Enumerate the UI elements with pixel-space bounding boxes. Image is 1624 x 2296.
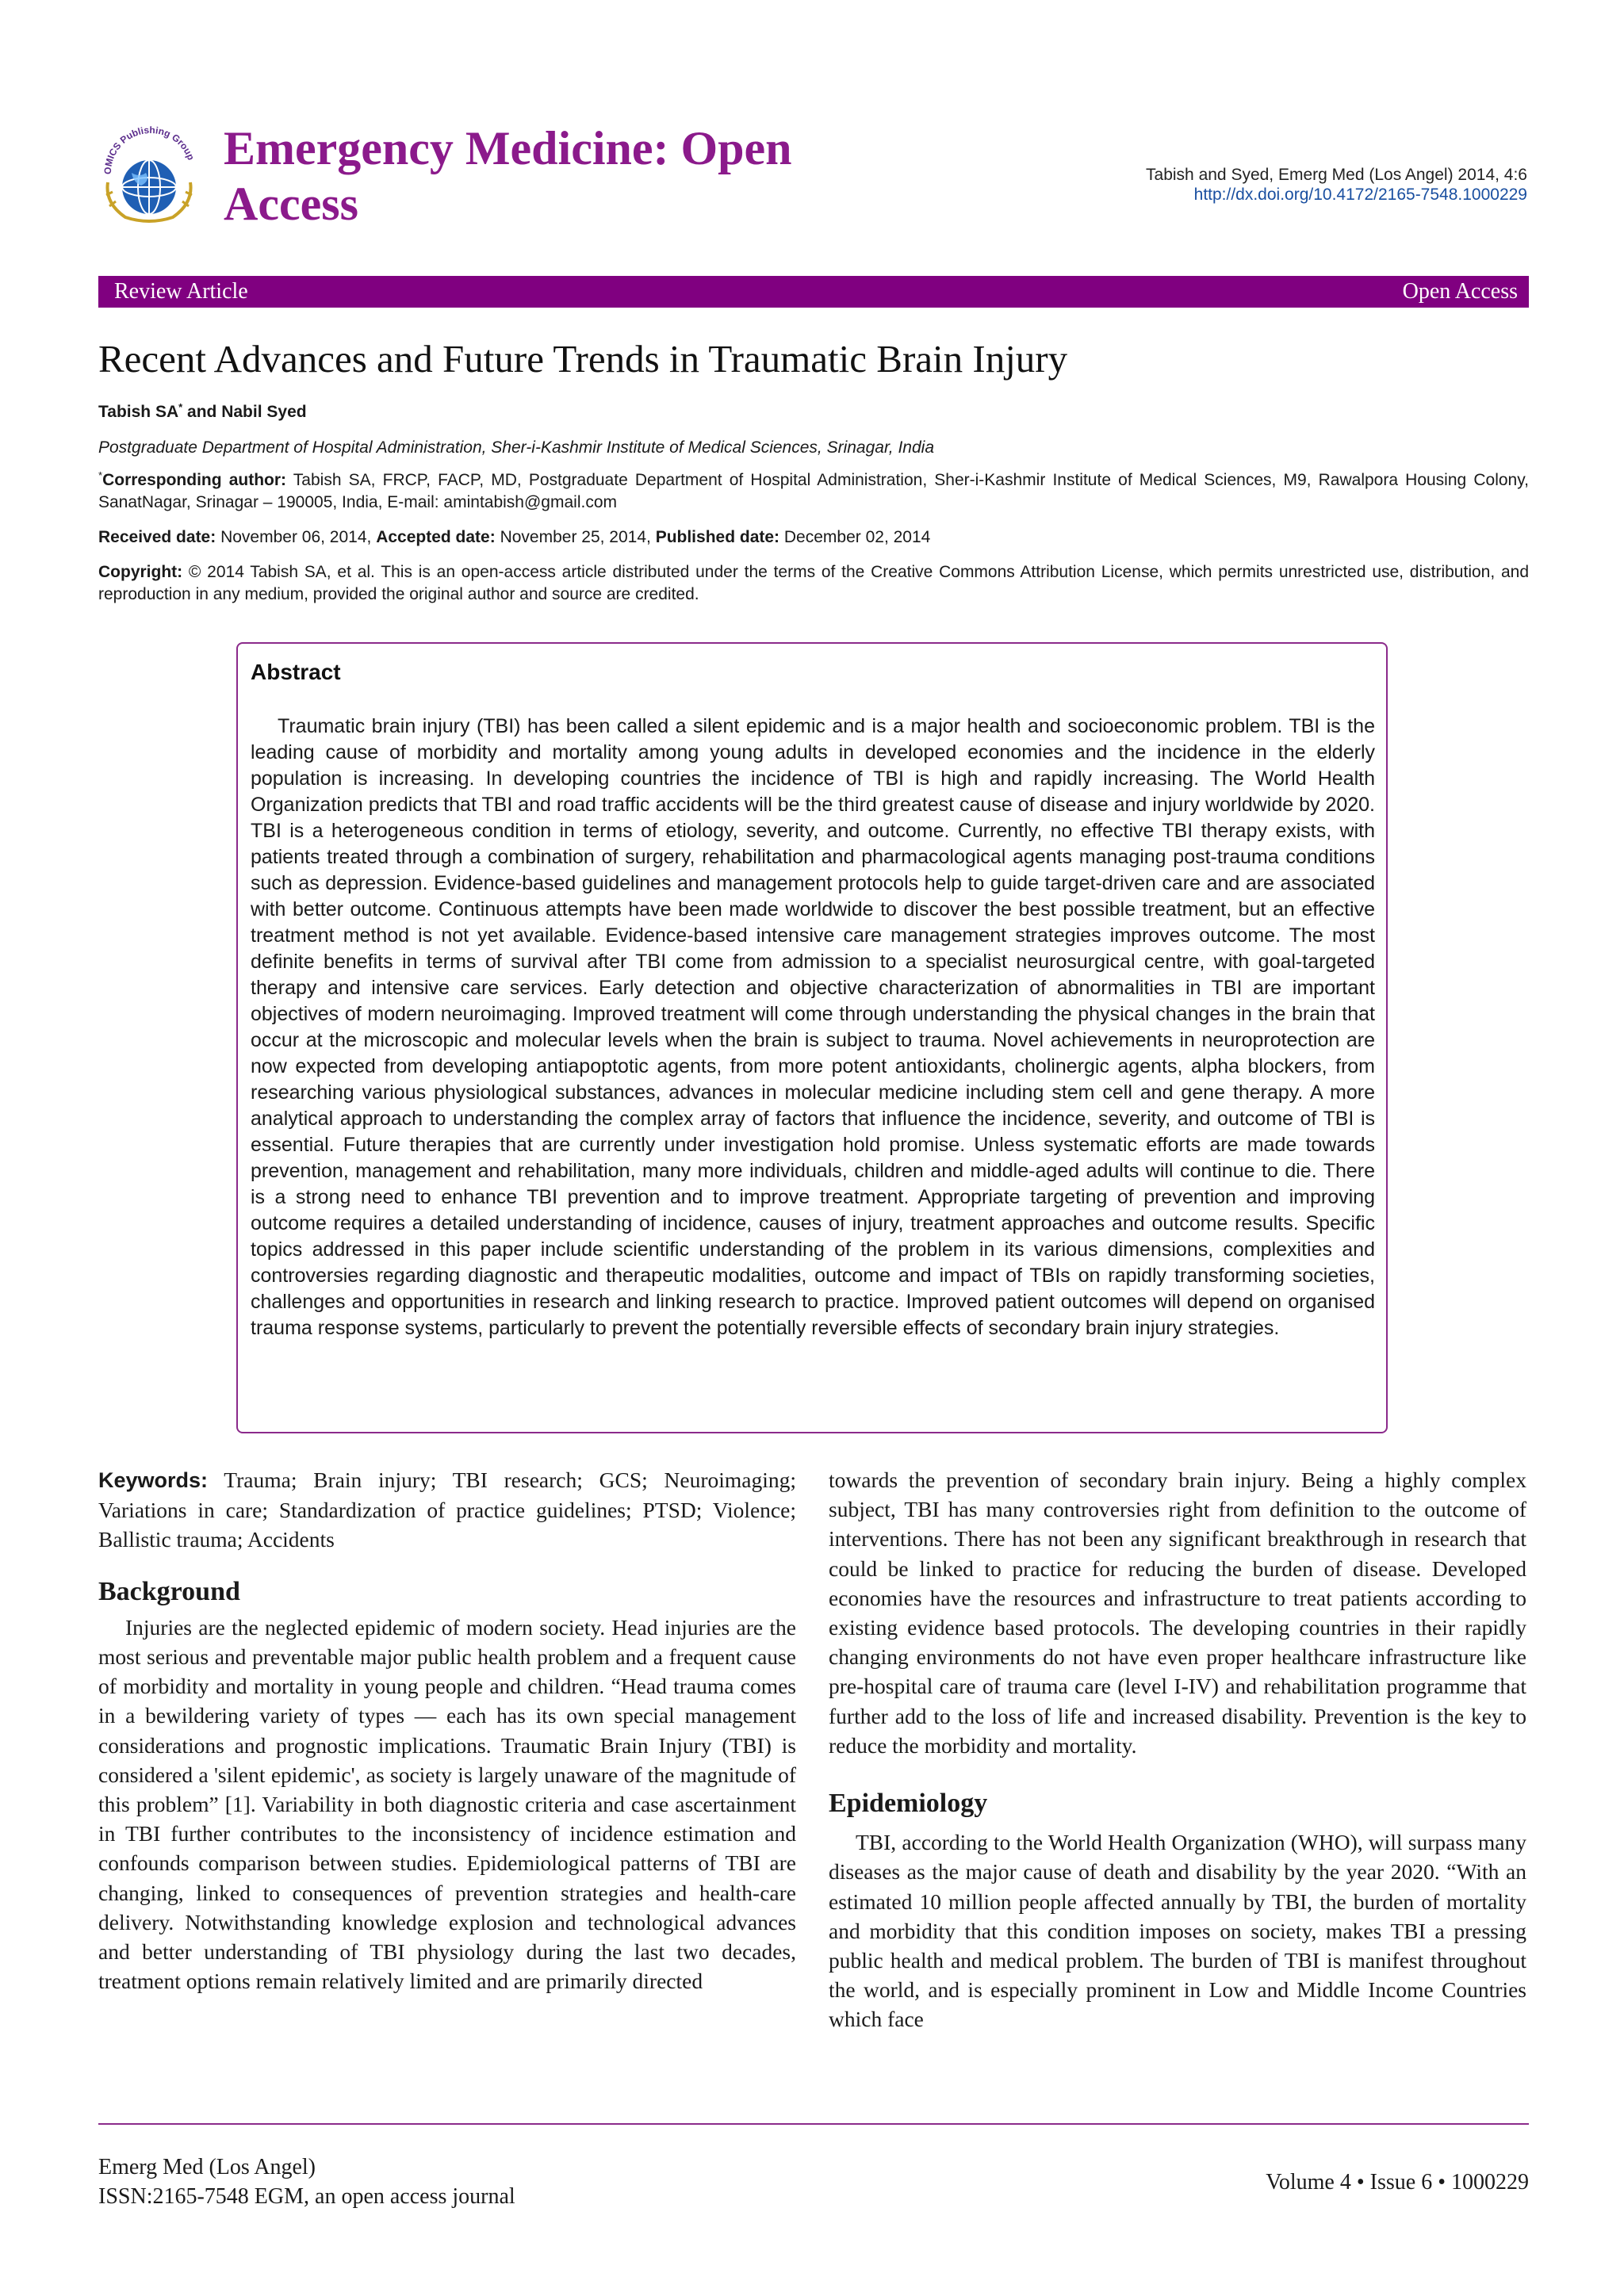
abstract-box xyxy=(236,642,1388,1433)
copyright-notice: Copyright: © 2014 Tabish SA, et al. This is an open-access article distributed under the terms of the Creative Commons Attribution License, which permits unrestricted use, distribution, and reproduction in any medium, provided the original author and source are credited. xyxy=(98,563,1529,603)
footer-divider xyxy=(98,2123,1529,2125)
abstract-text: Traumatic brain injury (TBI) has been called a silent epidemic and is a major health and socioeconomic problem. TBI is the leading cause of morbidity and mortality among young adults in developed economies and the incidence in the elderly population is increasing. In developing countries the incidence of TBI is high and rapidly increasing. The World Health Organization predicts that TBI and road traffic accidents will be the third greatest cause of disease and injury worldwide by 2020. TBI is a heterogeneous condition in terms of etiology, severity, and outcome. Currently, no effective TBI therapy exists, with patients treated through a combination of surgery, rehabilitation and pharmacological agents managing post-trauma conditions such as depression. Evidence-based guidelines and management protocols help to guide target-driven care and are associated with better outcome. Continuous attempts have been made worldwide to discover the best possible treatment, but an effective treatment method is not yet available. Evidence-based intensive care management strategies improves outcome. The most definite benefits in terms of survival after TBI come from admission to a specialist neurosurgical centre, with goal-targeted therapy and intensive care services. Early detection and objective characterization of abnormalities in TBI are important objectives of modern neuroimaging. Improved treatment will come through understanding the physical changes in the brain that occur at the microscopic and molecular levels when the brain is subject to trauma. Novel achievements in neuroprotection are now expected from developing antiapoptotic agents, from more potent antioxidants, cholinergic agents, alpha blockers, from researching various physiological substances, advances in molecular medicine including stem cell and gene therapy. A more analytical approach to understanding the complex array of factors that influence the incidence, severity, and outcome of TBI is essential. Future therapies that are currently under investigation hold promise. Unless systematic efforts are made towards prevention, management and rehabilitation, many more individuals, children and middle-aged adults will continue to die. There is a strong need to enhance TBI prevention and to improve treatment. Appropriate targeting of prevention and improving outcome requires a detailed understanding of incidence, causes of injury, treatment approaches and outcome results. Specific topics addressed in this paper include scientific understanding of the problem in its various dimensions, complexities and controversies regarding diagnostic and therapeutic modalities, outcome and impact of TBIs on rapidly transforming societies, challenges and opportunities in research and linking research to practice. Improved patient outcomes will depend on organised trauma response systems, particularly to prevent the potentially reversible effects of secondary brain injury strategies. xyxy=(251,715,1375,1339)
article-type: Review Article xyxy=(114,279,248,304)
article-dates: Received date: November 06, 2014, Accepted date: November 25, 2014, Published date: December 02, 2014 xyxy=(98,528,931,546)
article-type-bar xyxy=(98,276,1529,308)
authors: Tabish SA* and Nabil Syed xyxy=(98,401,307,421)
globe-logo-icon xyxy=(94,116,205,227)
footer-issn: ISSN:2165-7548 EGM, an open access journal xyxy=(98,2184,515,2209)
affiliation: Postgraduate Department of Hospital Administration, Sher-i-Kashmir Institute of Medical Sciences, Srinagar, India xyxy=(98,438,935,457)
epidemiology-paragraph: TBI, according to the World Health Organization (WHO), will surpass many diseases as the major cause of death and disability by the year 2020. “With an estimated 10 million people affected annually by TBI, the burden of mortality and morbidity that this condition imposes on society, makes TBI a pressing public health and medical problem. The burden of TBI is manifest throughout the world, and is especially prominent in Low and Middle Income Countries which face xyxy=(829,1830,1526,2032)
body-column-right xyxy=(829,1465,1526,2034)
footer-journal-abbrev: Emerg Med (Los Angel) xyxy=(98,2155,316,2179)
footer-volume: Volume 4 • Issue 6 • 1000229 xyxy=(1266,2170,1529,2195)
section-heading-epidemiology: Epidemiology xyxy=(829,1789,988,1819)
journal-title: Emergency Medicine: Open Access xyxy=(224,122,792,230)
citation: Tabish and Syed, Emerg Med (Los Angel) 2014, 4:6 xyxy=(1146,166,1527,184)
body-paragraph: towards the prevention of secondary brain injury. Being a highly complex subject, TBI has many controversies right from definition to the outcome of interventions. There has not been any significant breakthrough in research that could be linked to practice for reducing the burden of disease. Developed economies have the resources and infrastructure to treat patients according to existing evidence based protocols. The developing countries in their rapidly changing environments do not have even proper healthcare infrastructure like pre-hospital care of trauma care (level I-IV) and rehabilitation programme that further add to the loss of life and increased disability. Prevention is the key to reduce the morbidity and mortality. xyxy=(829,1468,1526,1758)
footer-journal-info xyxy=(98,2152,515,2211)
svg-text:OMICS Publishing Group: OMICS Publishing Group xyxy=(102,124,197,175)
doi-link[interactable]: http://dx.doi.org/10.4172/2165-7548.1000229 xyxy=(1193,186,1527,204)
publisher-logo xyxy=(94,116,205,227)
body-column-left xyxy=(98,1465,796,1996)
article-title: Recent Advances and Future Trends in Traumatic Brain Injury xyxy=(98,337,1068,381)
open-access-label: Open Access xyxy=(1402,279,1518,304)
keywords: Keywords: Trauma; Brain injury; TBI research; GCS; Neuroimaging; Variations in care; Standardization of practice guidelines; PTSD; Violence; Ballistic trauma; Accidents xyxy=(98,1468,796,1552)
background-paragraph: Injuries are the neglected epidemic of modern society. Head injuries are the most serious and preventable major public health problem and a frequent cause of morbidity and mortality in young people and children. “Head trauma comes in a bewildering variety of types — each has its own special management considerations and prognostic implications. Traumatic Brain Injury (TBI) is considered a 'silent epidemic', as society is largely unaware of the magnitude of this problem” [1]. Variability in both diagnostic criteria and case ascertainment in TBI further contributes to the inconsistency of incidence estimation and confounds comparison between studies. Epidemiological patterns of TBI are changing, linked to consequences of prevention strategies and health-care delivery. Notwithstanding knowledge explosion and technological advances and better understanding of TBI physiology during the last two decades, treatment options remain relatively limited and are primarily directed xyxy=(98,1614,796,1994)
corresponding-author: *Corresponding author: Tabish SA, FRCP, FACP, MD, Postgraduate Department of Hospital Administration, Sher-i-Kashmir Institute of Medical Sciences, M9, Rawalpora Housing Colony, SanatNagar, Srinagar – 190005, India, E-mail: amintabish@gmail.com xyxy=(98,469,1529,511)
citation-block xyxy=(1083,165,1527,205)
abstract-heading: Abstract xyxy=(251,660,341,684)
section-heading-background: Background xyxy=(98,1576,240,1606)
